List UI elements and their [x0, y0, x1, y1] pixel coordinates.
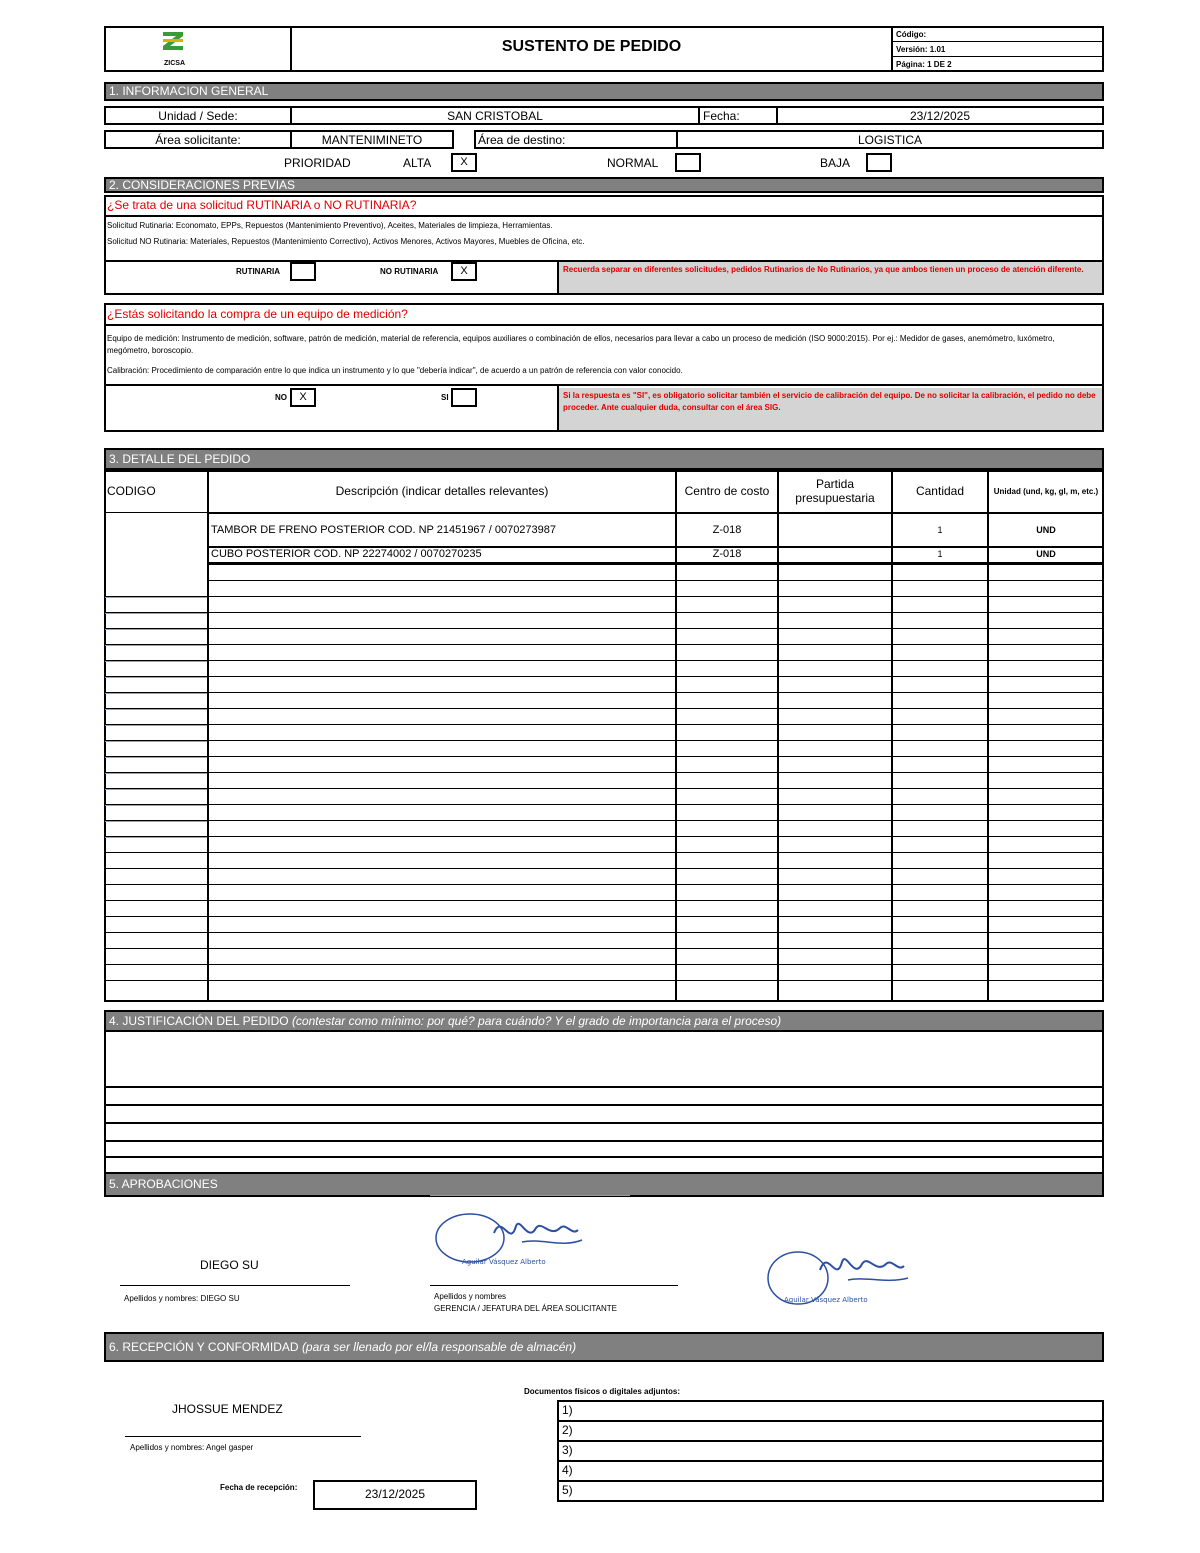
area-destino-label: Área de destino: [478, 133, 566, 147]
table-row-line [104, 612, 1104, 613]
alta-checkbox[interactable]: X [451, 153, 477, 172]
fecha-label: Fecha: [703, 109, 740, 123]
rutinaria-label: RUTINARIA [236, 267, 280, 276]
table-row-line [104, 596, 1104, 597]
table-row-line [104, 772, 1104, 773]
table-row-line [104, 916, 1104, 917]
justification-area[interactable] [104, 1032, 1104, 1172]
table-row-line [104, 932, 1104, 933]
no-label: NO [275, 393, 287, 402]
section-3-header: 3. DETALLE DEL PEDIDO [104, 448, 1104, 470]
pagina-label: Página: 1 DE 2 [896, 60, 952, 69]
table-column-divider [987, 470, 989, 1002]
row-unidad[interactable]: UND [1036, 525, 1056, 535]
rutinaria-question: ¿Se trata de una solicitud RUTINARIA o NO RUTINARIA? [107, 198, 417, 212]
table-row-highlight [105, 821, 207, 822]
row-partida[interactable] [781, 514, 889, 546]
svg-text:Aguilar Vásquez Alberto: Aguilar Vásquez Alberto [784, 1296, 868, 1304]
row-centro-costo[interactable]: Z-018 [712, 524, 742, 536]
table-row-line [104, 836, 1104, 837]
table-row-line [104, 852, 1104, 853]
table-row-line [104, 980, 1104, 981]
table-row-highlight [105, 693, 207, 694]
section-4-subtitle: (contestar como mínimo: por qué? para cuándo? Y el grado de importancia para el proceso) [291, 1014, 782, 1028]
table-row-line [104, 740, 1104, 741]
table-column-divider [207, 470, 209, 1002]
approver-1-caption: Apellidos y nombres: DIEGO SU [124, 1294, 240, 1303]
doc-attachment-row[interactable]: 1) [557, 1400, 1104, 1422]
table-row-highlight [105, 805, 207, 806]
normal-checkbox[interactable] [675, 153, 701, 172]
page-title: SUSTENTO DE PEDIDO [501, 38, 682, 55]
col-descripcion-header: Descripción (indicar detalles relevantes) [335, 484, 549, 498]
row-codigo[interactable] [107, 514, 205, 546]
table-row-highlight [105, 757, 207, 758]
alta-label: ALTA [403, 156, 432, 170]
table-row-highlight [105, 645, 207, 646]
baja-label: BAJA [820, 156, 851, 170]
prioridad-label: PRIORIDAD [284, 156, 351, 170]
calibracion-definition: Calibración: Procedimiento de comparación entre lo que indica un instrumento y lo que "debería indicar", de acuerdo a un patrón de referencia con valor conocido. [107, 366, 683, 375]
section-6-subtitle: (para ser llenado por el/la responsable de almacén) [301, 1340, 577, 1354]
no-rutinaria-checkbox[interactable]: X [451, 262, 477, 281]
table-row-highlight [105, 725, 207, 726]
svg-text:Aguilar Vásquez Alberto: Aguilar Vásquez Alberto [462, 1258, 546, 1266]
table-row-highlight [105, 597, 207, 598]
header-meta-divider [893, 41, 1102, 42]
section-2-header: 2. CONSIDERACIONES PREVIAS [104, 177, 1104, 193]
si-checkbox[interactable] [451, 388, 477, 407]
doc-attachment-row[interactable]: 2) [557, 1420, 1104, 1442]
table-row-line [208, 564, 1104, 565]
table-row-line [104, 948, 1104, 949]
rutinaria-checkbox[interactable] [290, 262, 316, 281]
table-row-line [104, 660, 1104, 661]
table-column-divider [777, 470, 779, 1002]
codigo-label: Código: [896, 30, 927, 39]
reception-date-value: 23/12/2025 [364, 1487, 426, 1501]
table-row-line [104, 884, 1104, 885]
rutinaria-definition: Solicitud Rutinaria: Economato, EPPs, Repuestos (Mantenimiento Preventivo), Aceites, Materiales de limpieza, Herramientas. [107, 221, 553, 230]
fecha-value[interactable]: 23/12/2025 [909, 109, 971, 123]
table-row-line [104, 724, 1104, 725]
section-6-title: 6. RECEPCIÓN Y CONFORMIDAD [109, 1340, 299, 1354]
table-row-highlight [105, 709, 207, 710]
table-header-divider [104, 512, 208, 513]
header-meta-divider [893, 56, 1102, 57]
section-6-header [104, 1332, 1104, 1362]
docs-label: Documentos físicos o digitales adjuntos: [524, 1387, 681, 1396]
header-logo-cell [104, 26, 292, 72]
zicsa-logo-icon [160, 30, 186, 54]
section-1-header: 1. INFORMACION GENERAL [104, 82, 1104, 101]
section-5-header: 5. APROBACIONES [104, 1172, 1104, 1197]
table-column-divider [675, 470, 677, 1002]
table-row-line [104, 788, 1104, 789]
approver-1-name: DIEGO SU [200, 1258, 259, 1272]
table-row-line [104, 804, 1104, 805]
col-codigo-header: CODIGO [107, 484, 156, 498]
receiver-caption: Apellidos y nombres: Angel gasper [130, 1443, 254, 1452]
col-partida-header: Partida presupuestaria [795, 477, 875, 505]
logo-text: ZICSA [164, 60, 185, 67]
unidad-label: Unidad / Sede: [158, 109, 238, 123]
col-unidad-header: Unidad (und, kg, gl, m, etc.) [993, 486, 1099, 496]
no-checkbox[interactable]: X [290, 388, 316, 407]
area-solicitante-label: Área solicitante: [155, 133, 241, 147]
normal-label: NORMAL [607, 156, 659, 170]
area-destino-value: LOGISTICA [857, 133, 922, 147]
no-rutinaria-label: NO RUTINARIA [380, 267, 439, 276]
table-row-highlight [105, 837, 207, 838]
approver-2-caption-2: GERENCIA / JEFATURA DEL ÁREA SOLICITANTE [434, 1304, 618, 1313]
baja-checkbox[interactable] [866, 153, 892, 172]
medicion-question: ¿Estás solicitando la compra de un equipo de medición? [107, 307, 408, 321]
table-row-highlight [105, 789, 207, 790]
row-partida[interactable] [781, 546, 889, 562]
row-codigo[interactable] [107, 546, 205, 562]
row-unidad[interactable]: UND [1036, 549, 1056, 559]
row-descripcion[interactable]: TAMBOR DE FRENO POSTERIOR COD. NP 21451967 / 0070273987 [211, 524, 557, 536]
col-centro-costo-header: Centro de costo [684, 484, 770, 498]
table-row-highlight [105, 661, 207, 662]
table-row-highlight [105, 677, 207, 678]
doc-attachment-row[interactable]: 5) [557, 1480, 1104, 1502]
col-cantidad-header: Cantidad [915, 484, 965, 498]
table-row-line [104, 692, 1104, 693]
table-row-line [208, 580, 1104, 581]
table-row-highlight [105, 741, 207, 742]
row-descripcion[interactable]: CUBO POSTERIOR COD. NP 22274002 / 0070270235 [211, 548, 482, 560]
section-4-title: 4. JUSTIFICACIÓN DEL PEDIDO [109, 1014, 289, 1028]
calibracion-note: Si la respuesta es "SI", es obligatorio solicitar también el servicio de calibración del equipo. De no solicitar la calibración, el pedido no debe proceder. Ante cualquier duda, consultar con el área SIG. [559, 388, 1102, 430]
table-row-highlight [105, 629, 207, 630]
area-solicitante-value: MANTENIMINETO [321, 133, 423, 147]
table-row-line [104, 820, 1104, 821]
si-label: SI [441, 393, 449, 402]
signature-1-icon [432, 1208, 612, 1278]
table-row-line [104, 628, 1104, 629]
row-cantidad[interactable]: 1 [937, 525, 943, 535]
table-row-highlight [105, 613, 207, 614]
row-centro-costo[interactable]: Z-018 [712, 548, 742, 560]
receiver-name: JHOSSUE MENDEZ [172, 1402, 283, 1416]
table-row-line [104, 708, 1104, 709]
doc-attachment-row[interactable]: 3) [557, 1440, 1104, 1462]
table-row-highlight [105, 773, 207, 774]
approver-2-caption-1: Apellidos y nombres [434, 1292, 507, 1301]
signature-2-icon [762, 1240, 932, 1315]
unidad-value[interactable]: SAN CRISTOBAL [447, 109, 543, 123]
row-cantidad[interactable]: 1 [937, 549, 943, 559]
reception-date-label: Fecha de recepción: [220, 1483, 298, 1492]
no-rutinaria-definition: Solicitud NO Rutinaria: Materiales, Repuestos (Mantenimiento Correctivo), Activos Menores, Activos Mayores, Muebles de Oficina, etc. [107, 237, 585, 246]
table-row-line [104, 868, 1104, 869]
version-label: Versión: 1.01 [896, 45, 946, 54]
table-row-line [104, 964, 1104, 965]
rutinaria-note: Recuerda separar en diferentes solicitudes, pedidos Rutinarios de No Rutinarios, ya que ambos tienen un proceso de atención diferente. [559, 262, 1102, 293]
table-row-line [104, 756, 1104, 757]
table-column-divider [891, 470, 893, 1002]
equipo-definition: Equipo de medición: Instrumento de medición, software, patrón de medición, material de referencia, equipos auxiliares o combinación de ellos, necesarios para llevar a cabo un proceso de medición (ISO 9000:2015). Por ej.: Medidor de gases, anemómetro, luxómetro, megómetro, boroscopio. [107, 334, 1055, 355]
table-row-line [104, 644, 1104, 645]
section-4-header [104, 1010, 1104, 1032]
doc-attachment-row[interactable]: 4) [557, 1460, 1104, 1482]
table-row-line [104, 676, 1104, 677]
table-row-line [104, 900, 1104, 901]
